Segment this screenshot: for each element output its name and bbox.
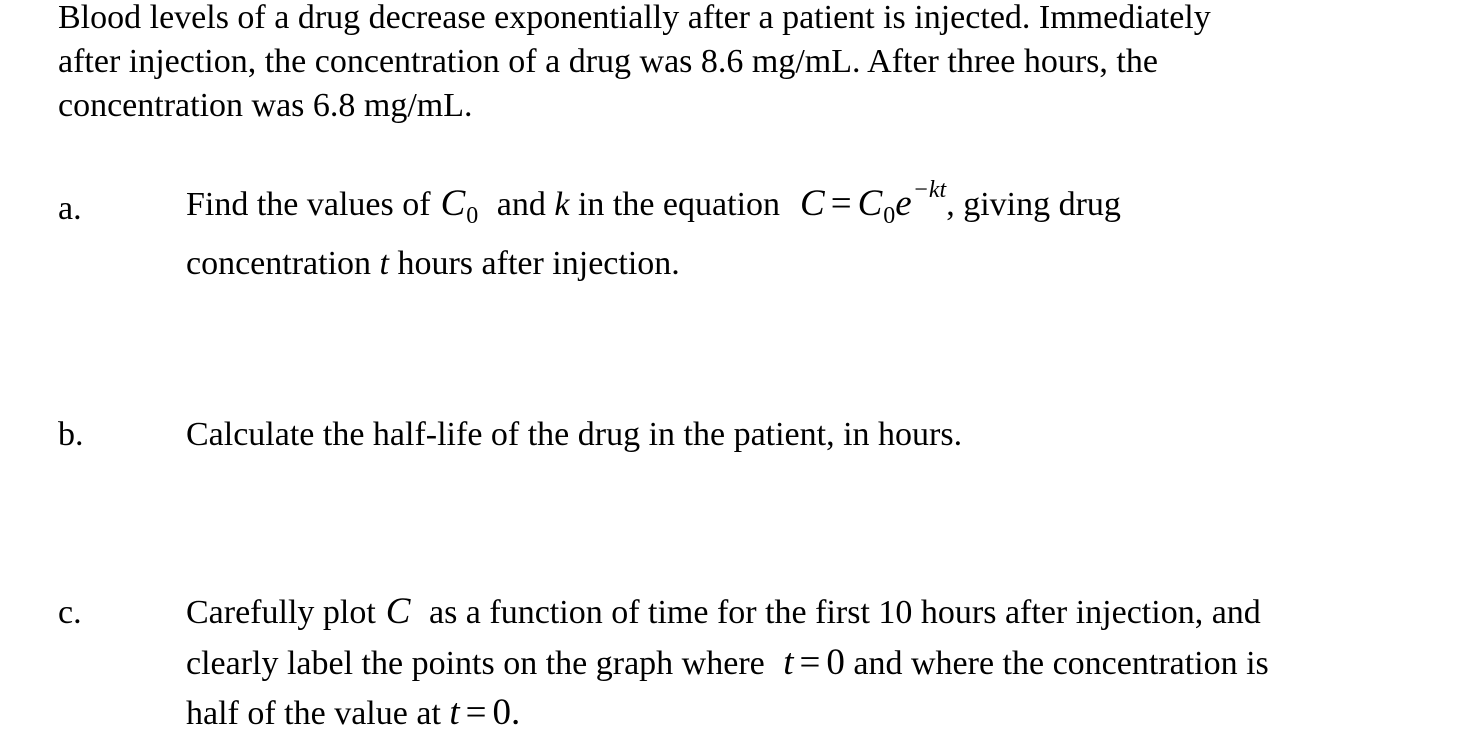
part-c-line2-text-a: clearly label the points on the graph where <box>186 645 765 682</box>
equation-e: e <box>895 183 912 224</box>
symbol-t-eq0-t: t <box>783 642 794 683</box>
part-a-line-1 <box>186 176 1466 236</box>
equation-exponent: −kt <box>912 177 947 203</box>
part-c-question <box>186 586 1466 739</box>
part-c-line2-text-b: and where the concentration is <box>853 645 1269 682</box>
equation-C0-C: C <box>857 183 883 224</box>
symbol-t-eq0-equals: = <box>799 642 821 683</box>
part-a-text-1: Find the values of <box>186 186 431 223</box>
part-b-question <box>186 410 1466 460</box>
equation-C0-subscript: 0 <box>883 203 896 229</box>
part-a-text-3: in the equation <box>577 186 781 223</box>
symbol-t-eq0b-equals: = <box>465 692 487 733</box>
symbol-t: t <box>379 245 389 282</box>
symbol-t-eq0b-t: t <box>449 692 460 733</box>
part-a-letter: a. <box>58 190 82 227</box>
part-a-line2-text-b: hours after injection. <box>397 245 680 282</box>
part-c-line-3 <box>186 688 1466 739</box>
symbol-k: k <box>554 186 570 223</box>
part-c-letter: c. <box>58 594 82 631</box>
symbol-t-eq0b-zero: 0 <box>492 692 512 733</box>
symbol-C0-C: C <box>440 183 466 224</box>
equation-equals: = <box>830 183 852 224</box>
part-c-line-2 <box>186 639 1466 688</box>
part-a-line-2 <box>186 236 1466 292</box>
part-b-text: Calculate the half-life of the drug in the patient, in hours. <box>186 416 963 453</box>
part-c-text-2: as a function of time for the first 10 hours after injection, and <box>428 594 1261 631</box>
part-c-end-period: . <box>511 692 521 733</box>
part-a-question <box>186 176 1466 292</box>
intro-line-1: Blood levels of a drug decrease exponentially after a patient is injected. Immediately <box>58 0 1211 36</box>
problem-intro <box>58 0 1458 128</box>
part-a-line2-text-a: concentration <box>186 245 372 282</box>
symbol-C: C <box>385 591 411 632</box>
part-c-text-1: Carefully plot <box>186 594 376 631</box>
symbol-t-eq0-zero: 0 <box>826 642 845 683</box>
part-c-line3-text-a: half of the value at <box>186 695 441 732</box>
part-a-text-4: , giving drug <box>946 186 1121 223</box>
part-c-line-1 <box>186 586 1466 639</box>
intro-line-2: after injection, the concentration of a drug was 8.6 mg/mL. After three hours, the <box>58 43 1158 80</box>
part-b-letter: b. <box>58 416 84 453</box>
symbol-C0-subscript: 0 <box>466 203 479 229</box>
part-a-text-2: and <box>496 186 546 223</box>
intro-line-3: concentration was 6.8 mg/mL. <box>58 87 473 124</box>
equation-C: C <box>800 183 825 224</box>
